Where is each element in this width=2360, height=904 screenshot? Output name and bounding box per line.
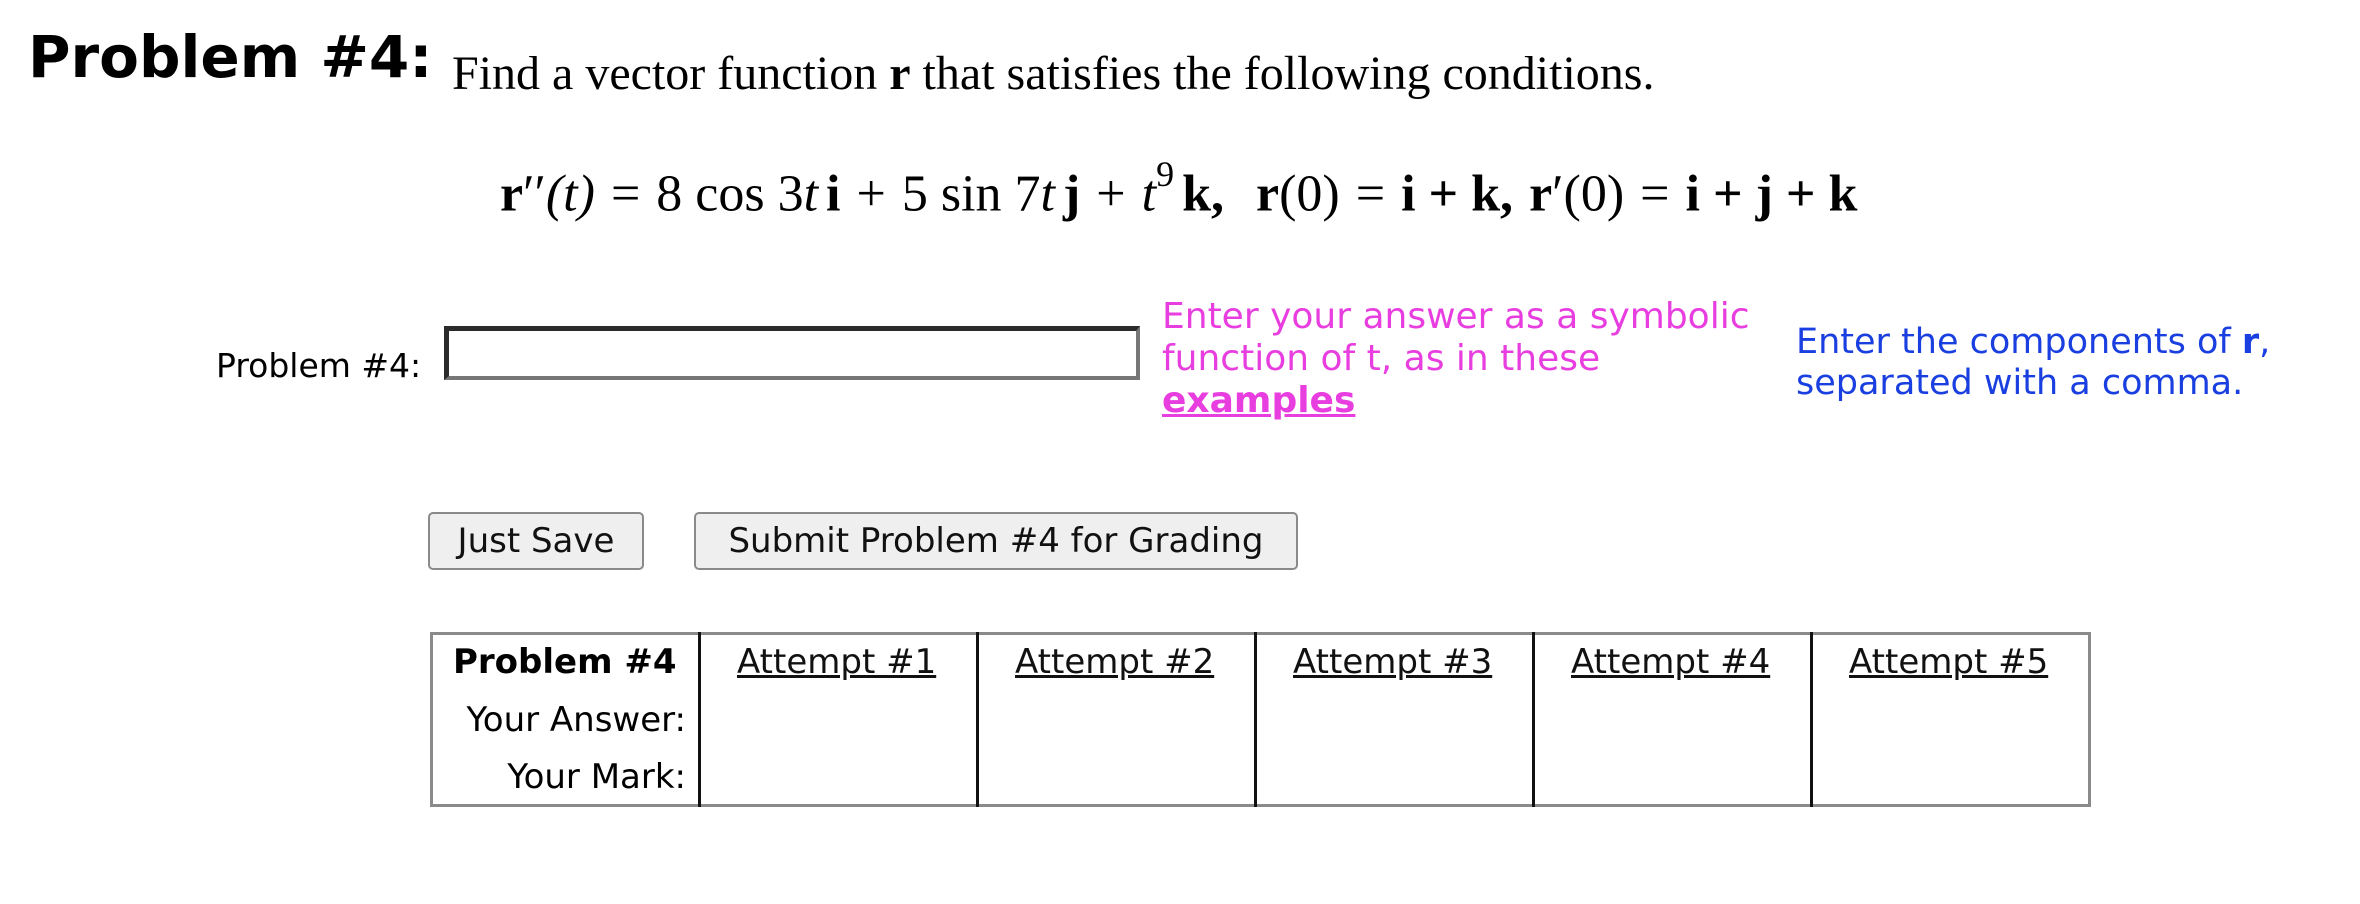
answer-cell-2: [978, 690, 1256, 750]
attempt-3-link[interactable]: Attempt #3: [1293, 642, 1493, 683]
attempts-header-row: [432, 634, 2090, 690]
eq-ic2-rhs: i + j + k: [1685, 165, 1858, 223]
eq-term1-var: t: [803, 165, 819, 223]
eq-plus-2: +: [1096, 165, 1126, 223]
attempt-5-header: [1812, 634, 2090, 690]
attempt-1-link[interactable]: Attempt #1: [737, 642, 937, 683]
components-note-before: Enter the components of: [1796, 322, 2242, 362]
eq-term3-exp: 9: [1156, 154, 1175, 194]
attempt-1-header: [700, 634, 978, 690]
examples-link[interactable]: examples: [1162, 380, 1356, 421]
answer-label: Problem #4:: [216, 346, 422, 385]
your-answer-row: [432, 690, 2090, 750]
submit-button[interactable]: Submit Problem #4 for Grading: [694, 512, 1298, 570]
eq-term3-var: t: [1141, 165, 1157, 223]
eq-term2-var: t: [1040, 165, 1055, 223]
eq-ic1-arg: (0): [1279, 165, 1340, 223]
eq-term1-unit: i: [826, 165, 841, 223]
eq-equals-3: =: [1640, 165, 1670, 223]
attempt-3-header: [1256, 634, 1534, 690]
attempt-2-header: [978, 634, 1256, 690]
attempts-table: [430, 632, 2091, 807]
mark-cell-5: [1812, 750, 2090, 806]
your-mark-row: [432, 750, 2090, 806]
conditions-equation: [500, 154, 1858, 223]
answer-input[interactable]: [444, 326, 1140, 380]
answer-cell-5: [1812, 690, 2090, 750]
your-mark-label: Your Mark:: [432, 750, 700, 806]
your-answer-label: Your Answer:: [432, 690, 700, 750]
eq-lhs-primes: ′′: [523, 165, 546, 223]
attempts-table-title: Problem #4: [432, 634, 700, 690]
mark-cell-4: [1534, 750, 1812, 806]
eq-equals-2: =: [1355, 165, 1386, 223]
answer-cell-4: [1534, 690, 1812, 750]
statement-vector-r: r: [889, 47, 911, 100]
answer-cell-3: [1256, 690, 1534, 750]
components-note: [1796, 322, 2336, 404]
attempt-5-link[interactable]: Attempt #5: [1849, 642, 2049, 683]
eq-term3-unit: k,: [1182, 165, 1224, 223]
eq-ic2-prime: ′: [1552, 165, 1564, 223]
just-save-button[interactable]: Just Save: [428, 512, 644, 570]
mark-cell-2: [978, 750, 1256, 806]
eq-lhs-arg: (t): [545, 165, 595, 223]
statement-text-before: Find a vector function: [452, 47, 890, 100]
eq-ic2-r: r: [1529, 165, 1553, 223]
eq-ic1-rhs: i + k,: [1401, 165, 1514, 223]
mark-cell-3: [1256, 750, 1534, 806]
answer-format-hint: [1162, 296, 1762, 422]
attempt-4-header: [1534, 634, 1812, 690]
eq-equals-1: =: [610, 165, 641, 223]
hint-text: Enter your answer as a symbolic function of t, as in these: [1162, 296, 1750, 379]
attempt-2-link[interactable]: Attempt #2: [1015, 642, 1215, 683]
eq-term2-unit: j: [1062, 165, 1081, 223]
components-note-var: r: [2241, 322, 2260, 362]
statement-text-after: that satisfies the following conditions.: [910, 47, 1655, 100]
eq-ic1-r: r: [1256, 165, 1280, 223]
eq-term2-coef: 5 sin 7: [901, 165, 1041, 223]
problem-statement: [452, 48, 1654, 101]
eq-ic2-arg: (0): [1563, 165, 1625, 223]
problem-title: Problem #4:: [28, 23, 433, 91]
answer-cell-1: [700, 690, 978, 750]
eq-lhs-r: r: [500, 165, 524, 223]
attempt-4-link[interactable]: Attempt #4: [1571, 642, 1771, 683]
eq-plus-1: +: [856, 165, 886, 223]
mark-cell-1: [700, 750, 978, 806]
eq-term1-coef: 8 cos 3: [656, 165, 804, 223]
components-note-after: , separated with a comma.: [1796, 322, 2271, 403]
